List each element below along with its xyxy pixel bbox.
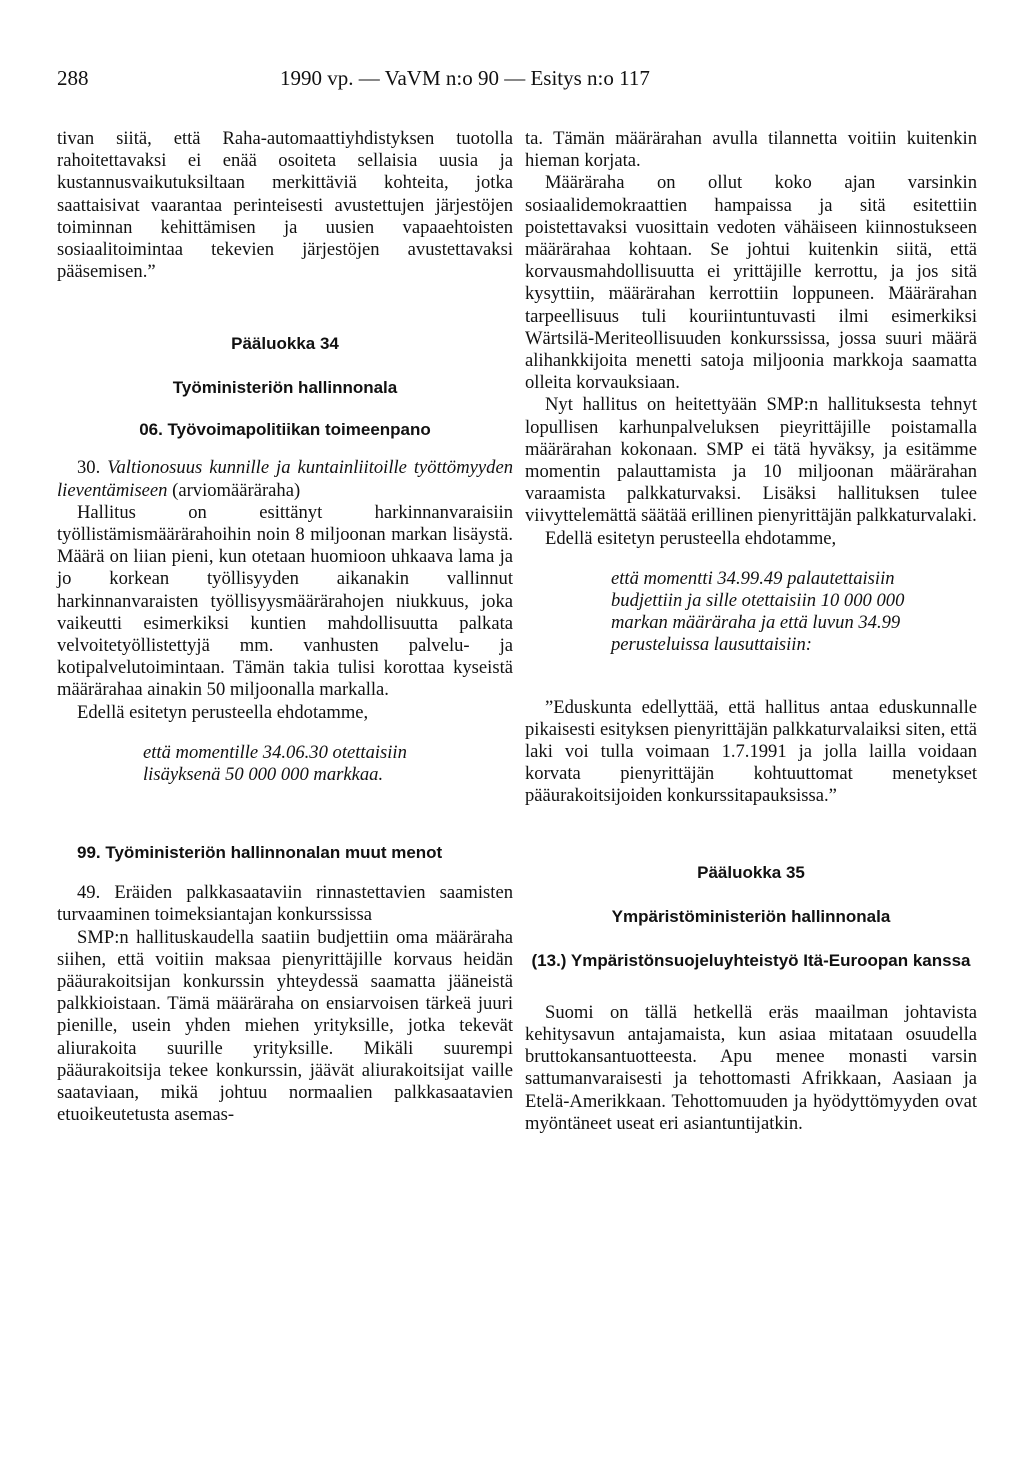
item-49-heading: 49. Eräiden palkkasaataviin rinnastettavien saamisten turvaaminen toimeksiantajan konkurssissa [57,882,513,926]
paragraph-item-49: SMP:n hallituskaudella saatiin budjettiin oma määräraha siihen, että voitiin maksaa pienyrittäjille korvaus heidän pääurakoitsijan konkurssin yhteydessä saamatta jääneistä palkkioistaan. Tämä määräraha on ensiarvoisen tärkeä juuri pienille, usein yhden miehen yrityksille, jotka tekevät aliurakoita suurille yrityksille. Mikäli suurempi pääurakoitsija tekee konkurssin, jäävät aliurakoitsijat vaille saataviaan, mikä johtuu normaalien palkkasaatavien etuoikeutetusta asemas- [57,926,513,1126]
paragraph-item-49-continuation: ta. Tämän määrärahan avulla tilannetta voitiin kuitenkin hieman korjata. [525,128,977,172]
motion-1: että momentille 34.06.30 otettaisiin lisäyksenä 50 000 000 markkaa. [143,741,407,786]
left-column [57,128,513,1127]
motion-2: että momentti 34.99.49 palautettaisiin budjettiin ja sille otettaisiin 10 000 000 markan määräraha ja että luvun 34.99 perusteluissa lausuttaisiin: [611,567,905,656]
item-30-title: Valtionosuus kunnille ja kuntainliitoille työttömyyden lieventämiseen [57,457,513,501]
right-column [525,128,977,1135]
running-header [57,66,997,96]
item-30-heading [57,457,513,501]
item-30-number: 30. [77,457,101,479]
main-class-35-heading: Pääluokka 35 [697,862,805,882]
proposal-intro-1: Edellä esitetyn perusteella ehdotamme, [77,701,369,723]
running-title: 1990 vp. — VaVM n:o 90 — Esitys n:o 117 [280,66,650,90]
paragraph-intro-continuation: tivan siitä, että Raha-automaattiyhdistyksen tuotolla rahoitettavaksi ei enää osoiteta sellaisia uusia ja kustannusvaikutuksiltaan merkittäviä kohteita, jotka saattaisivat vaarantaa perinteisesti avustettujen järjestöjen toiminnan kehittämisen ja uusien vapaaehtoisten sosiaalitoimintaa tekevien järjestöjen avustettavaksi pääsemisen.” [57,128,513,283]
chapter-13-heading: (13.) Ympäristönsuojeluyhteistyö Itä-Euroopan kanssa [531,950,971,970]
ministry-34-heading: Työministeriön hallinnonala [172,378,398,398]
ministry-35-heading: Ympäristöministeriön hallinnonala [611,906,891,926]
chapter-06-heading: 06. Työvoimapolitiikan toimeenpano [139,420,431,440]
chapter-99-heading: 99. Työministeriön hallinnonalan muut menot [77,843,443,863]
quoted-statement: ”Eduskunta edellyttää, että hallitus antaa eduskunnalle pikaisesti esityksen pienyrittäjän palkkaturvalaiksi siten, että laki voi tulla voimaan 1.7.1991 ja jolla lailla voidaan korvata pienyrittäjän kohtuuttomat menetykset pääurakoitsijoiden konkurssitapauksissa.” [525,696,977,807]
main-class-34-heading: Pääluokka 34 [231,334,339,354]
page-number: 288 [57,66,89,90]
paragraph-item-49-history: Määräraha on ollut koko ajan varsinkin sosiaalidemokraattien hampaissa ja sitä esitettiin poistettavaksi vuosittain vedoten vähäiseen kiinnostukseen määrärahaa kohtaan. Se johtui kuitenkin siitä, että korvausmahdollisuutta ei yrittäjille kerrottu, ja jos sitä kysyttiin, määrärahan kerrottiin loppuneen. Määrärahan tarpeellisuus tuli kouriintuntuvasti ilmi esimerkiksi Wärtsilä-Meriteollisuuden konkurssissa, jossa suuri määrä alihankkijoita menetti satoja miljoonia markkoja saamatta olleita korvauksiaan. [525,172,977,394]
item-30-suffix: (arviomääräraha) [172,479,301,501]
paragraph-item-49-proposal: Nyt hallitus on heitettyään SMP:n hallituksesta tehnyt lopullisen karhunpalveluksen pieyrittäjille poistamalla määrärahan kokonaan. SMP ei tätä hyväksy, ja esitämme momentin palauttamista ja 10 miljoonan määrärahan varaamista palkkaturvaksi. Lisäksi hallituksen tulee viivyttelemättä säätää erillinen pienyrittäjän palkkaturvalaki. [525,394,977,527]
paragraph-item-30: Hallitus on esittänyt harkinnanvaraisiin työllistämismäärärahoihin noin 8 miljoonan markan lisäystä. Määrä on liian pieni, kun otetaan huomioon uhkaava lama ja jo korkean työllisyyden aikanakin vallinnut harkinnanvaraisten työllisyysmäärärahojen niukkuus, joka vaikeutti esimerkiksi kuntien mahdollisuutta palkata velvoitetyöllistettyjä mm. vanhusten palvelu- ja kotipalvelutoimintaan. Tämän takia tulisi korottaa kyseistä määrärahaa ainakin 50 miljoonalla markalla. [57,501,513,701]
proposal-intro-2: Edellä esitetyn perusteella ehdotamme, [545,527,837,549]
paragraph-chapter-13: Suomi on tällä hetkellä eräs maailman johtavista kehitysavun antajamaista, kun asiaa mitataan osuudella bruttokansantuotteesta. Apu menee monasti varsin sattumanvaraisesti ja tehottomasti Afrikkaan, Aasiaan ja Etelä-Amerikkaan. Tehottomuuden ja hyödyttömyyden ovat myöntäneet useat eri asiantuntijatkin. [525,1001,977,1134]
